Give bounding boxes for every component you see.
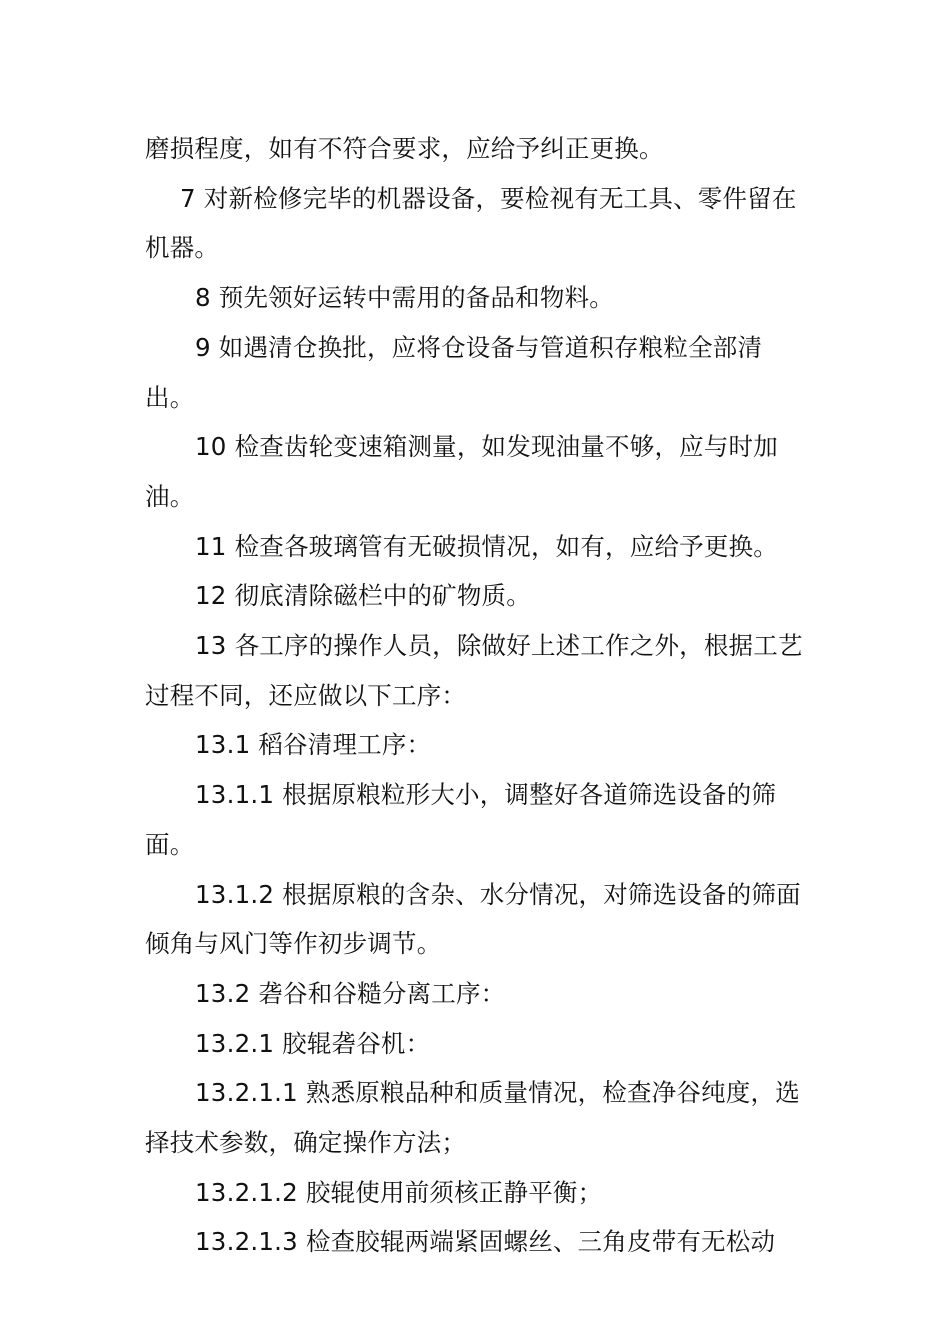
paragraph-item-13-2: 13.2 砻谷和谷糙分离工序： [195,978,506,1008]
paragraph-item-13-1-1: 13.1.1 根据原粮粒形大小，调整好各道筛选设备的筛面。 [145,780,777,859]
paragraph-item-12: 12 彻底清除磁栏中的矿物质。 [195,581,531,611]
paragraph-item-9: 9 如遇清仓换批，应将仓设备与管道积存粮粒全部清出。 [145,332,763,412]
paragraph-item-13: 13 各工序的操作人员，除做好上述工作之外，根据工艺过程不同，还应做以下工序： [145,631,803,710]
paragraph-item-8: 8 预先领好运转中需用的备品和物料。 [195,283,614,313]
document-body [145,124,810,1267]
paragraph-item-13-2-1-3: 13.2.1.3 检查胶辊两端紧固螺丝、三角皮带有无松动 [195,1227,776,1257]
paragraph-item-13-2-1: 13.2.1 胶辊砻谷机： [195,1028,431,1058]
paragraph-item-13-1-2: 13.1.2 根据原粮的含杂、水分情况，对筛选设备的筛面倾角与风门等作初步调节。 [145,879,801,959]
paragraph-item-13-1: 13.1 稻谷清理工序： [195,730,432,760]
paragraph-continuation: 磨损程度，如有不符合要求，应给予纠正更换。 [145,134,664,163]
paragraph-item-13-2-1-1: 13.2.1.1 熟悉原粮品种和质量情况，检查净谷纯度，选择技术参数，确定操作方法； [145,1078,800,1158]
paragraph-item-13-2-1-2: 13.2.1.2 胶辊使用前须核正静平衡； [195,1177,603,1207]
paragraph-item-10: 10 检查齿轮变速箱测量，如发现油量不够，应与时加油。 [145,432,778,511]
paragraph-item-7: 7 对新检修完毕的机器设备，要检视有无工具、零件留在机器。 [145,183,797,263]
paragraph-item-11: 11 检查各玻璃管有无破损情况，如有，应给予更换。 [195,531,778,561]
